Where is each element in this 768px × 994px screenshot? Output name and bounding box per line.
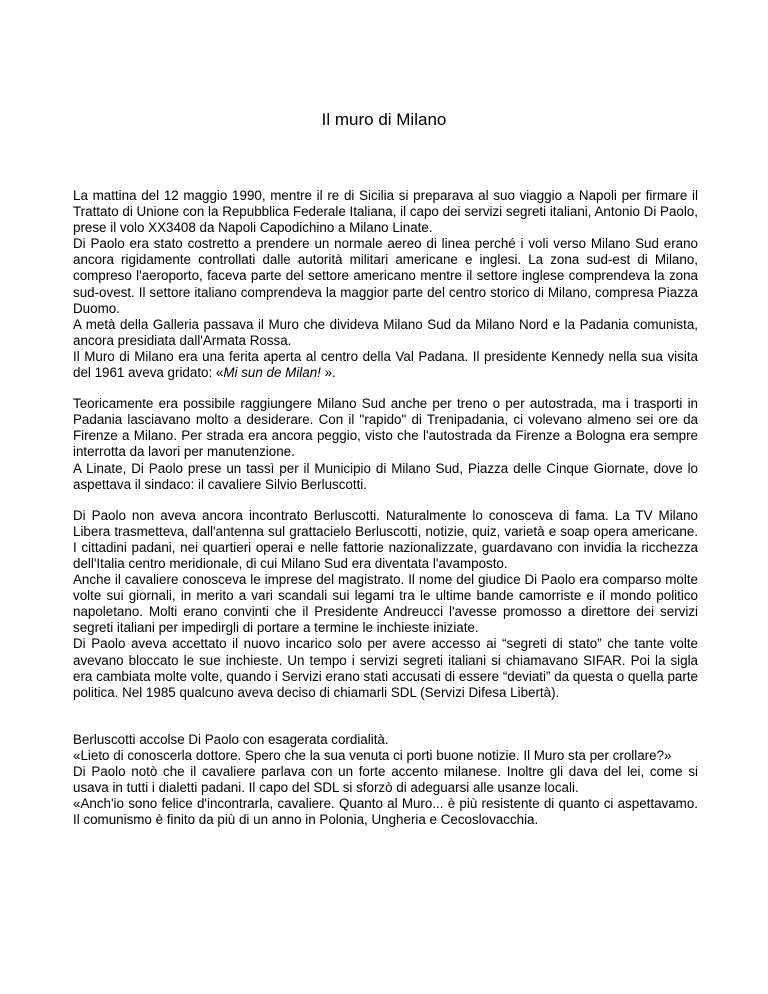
paragraph-3-line-2: Anche il cavaliere conosceva le imprese del magistrato. Il nome del giudice Di Paolo era comparso molte volte sui giornali, in merito a vari scandali sui legami tra le ultime bande camorriste e il mondo politico napoletano. Molti erano convinti che il Presidente Andreucci l'avesse promosso a direttore dei servizi segreti italiani per impedirgli di portare a termine le inchieste iniziate. (73, 572, 698, 636)
paragraph-4 (73, 732, 698, 829)
kennedy-quote-end: ». (320, 365, 336, 381)
paragraph-4-line-3: Di Paolo notò che il cavaliere parlava con un forte accento milanese. Inoltre gli dava del lei, come si usava in tutti i dialetti padani. Il capo del SDL si sforzò di adeguarsi alle usanze locali. (73, 764, 698, 796)
kennedy-quote-lead: Il Muro di Milano era una ferita aperta al centro della Val Padana. Il presidente Kennedy nella sua visita del 1961 aveva gridato: « (73, 348, 698, 381)
paragraph-3-line-3: Di Paolo aveva accettato il nuovo incarico solo per avere accesso ai “segreti di stato” che tante volte avevano bloccato le sue inchieste. Un tempo i servizi segreti italiani si chiamavano SIFAR. Poi la sigla era cambiata molte volte, quando i Servizi erano stati accusati di essere “deviati” da questa o quella parte politica. Nel 1985 qualcuno aveva deciso di chiamarli SDL (Servizi Difesa Libertà). (73, 636, 698, 700)
document-title: Il muro di Milano (321, 110, 447, 129)
paragraph-2-line-2: A Linate, Di Paolo prese un tassì per il Municipio di Milano Sud, Piazza delle Cinque Giornate, dove lo aspettava il sindaco: il cavaliere Silvio Berluscotti. (73, 460, 698, 492)
kennedy-quote: Mi sun de Milan! (223, 365, 321, 381)
paragraph-1-line-1: La mattina del 12 maggio 1990, mentre il re di Sicilia si preparava al suo viaggio a Napoli per firmare il Trattato di Unione con la Repubblica Federale Italiana, il capo dei servizi segreti italiani, Antonio Di Paolo, prese il volo XX3408 da Napoli Capodichino a Milano Linate. (73, 188, 698, 236)
paragraph-4-line-4: «Anch'io sono felice d'incontrarla, cavaliere. Quanto al Muro... è più resistente di quanto ci aspettavamo. Il comunismo è finito da più di un anno in Polonia, Ungheria e Cecoslovacchia. (73, 796, 698, 828)
paragraph-4-line-1: Berluscotti accolse Di Paolo con esagerata cordialità. (73, 731, 389, 747)
paragraph-2-line-1: Teoricamente era possibile raggiungere Milano Sud anche per treno o per autostrada, ma i trasporti in Padania lasciavano molto a desiderare. Con il "rapido" di Trenipadania, ci volevano almeno sei ore da Firenze a Milano. Per strada era ancora peggio, visto che l'autostrada da Firenze a Bologna era sempre interrotta da lavori per manutenzione. (73, 396, 698, 460)
paragraph-3-line-1: Di Paolo non aveva ancora incontrato Berluscotti. Naturalmente lo conosceva di fama. La TV Milano Libera trasmetteva, dall'antenna sul grattacielo Berluscotti, notizie, quiz, varietà e soap opera americane. I cittadini padani, nei quartieri operai e nelle fattorie nazionalizzate, guardavano con invidia la ricchezza dell'Italia centro meridionale, di cui Milano Sud era diventata l'avamposto. (73, 507, 698, 571)
paragraph-3 (73, 508, 698, 701)
paragraph-1 (73, 188, 698, 381)
document-body (73, 188, 698, 843)
paragraph-1-line-4 (73, 349, 698, 381)
paragraph-1-line-3: A metà della Galleria passava il Muro che divideva Milano Sud da Milano Nord e la Padania comunista, ancora presidiata dall'Armata Rossa. (73, 316, 698, 348)
paragraph-1-line-2: Di Paolo era stato costretto a prendere un normale aereo di linea perché i voli verso Milano Sud erano ancora rigidamente controllati dalle autorità militari americane e inglesi. La zona sud-est di Milano, compreso l'aeroporto, faceva parte del settore americano mentre il settore inglese comprendeva la zona sud-ovest. Il settore italiano comprendeva la maggior parte del centro storico di Milano, compresa Piazza Duomo. (73, 236, 698, 316)
paragraph-2 (73, 396, 698, 493)
paragraph-4-line-2: «Lieto di conoscerla dottore. Spero che la sua venuta ci porti buone notizie. Il Muro sta per crollare?» (73, 747, 672, 763)
